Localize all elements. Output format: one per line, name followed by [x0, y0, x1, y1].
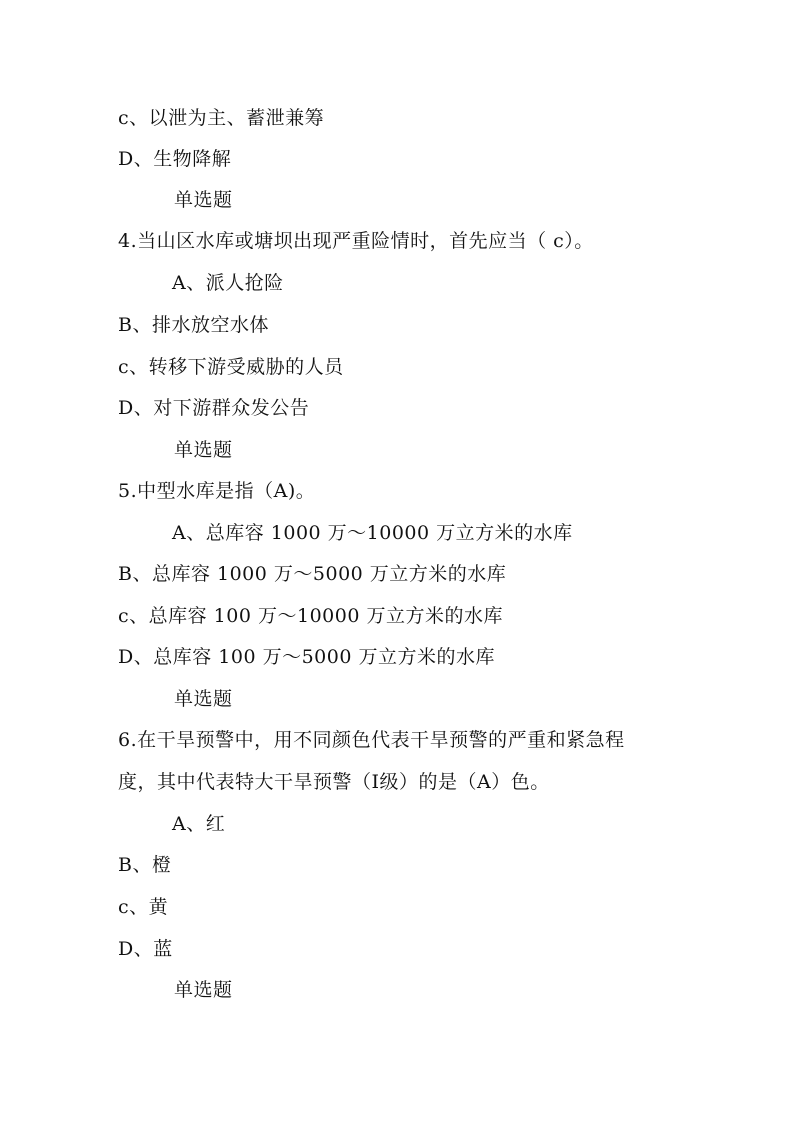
option-b-q6: B、橙 [118, 854, 172, 876]
question-4: 4.当山区水库或塘坝出现严重险情时，首先应当（ c）。 [118, 230, 594, 252]
option-d-q3: D、生物降解 [118, 148, 232, 170]
question-type-label: 单选题 [174, 979, 233, 1001]
option-b-q4: B、排水放空水体 [118, 314, 269, 336]
question-type-label: 单选题 [174, 189, 233, 211]
option-a-q5: A、总库容 1000 万～10000 万立方米的水库 [172, 522, 573, 544]
option-c-q5: c、总库容 100 万～10000 万立方米的水库 [118, 605, 503, 627]
option-d-q6: D、蓝 [118, 938, 173, 960]
option-a-q4: A、派人抢险 [172, 272, 284, 294]
option-c-q4: c、转移下游受威胁的人员 [118, 356, 344, 378]
question-type-label: 单选题 [174, 439, 233, 461]
question-type-label: 单选题 [174, 688, 233, 710]
option-b-q5: B、总库容 1000 万～5000 万立方米的水库 [118, 563, 507, 585]
option-a-q6: A、红 [172, 813, 226, 835]
question-6-line-1: 6.在干旱预警中，用不同颜色代表干旱预警的严重和紧急程 [118, 729, 625, 751]
question-6-line-2: 度，其中代表特大干旱预警（Ⅰ级）的是（A）色。 [118, 771, 550, 793]
option-c-q6: c、黄 [118, 896, 169, 918]
question-5: 5.中型水库是指（A)。 [118, 480, 316, 502]
option-d-q5: D、总库容 100 万～5000 万立方米的水库 [118, 646, 495, 668]
option-c-q3: c、以泄为主、蓄泄兼筹 [118, 107, 325, 129]
option-d-q4: D、对下游群众发公告 [118, 397, 310, 419]
